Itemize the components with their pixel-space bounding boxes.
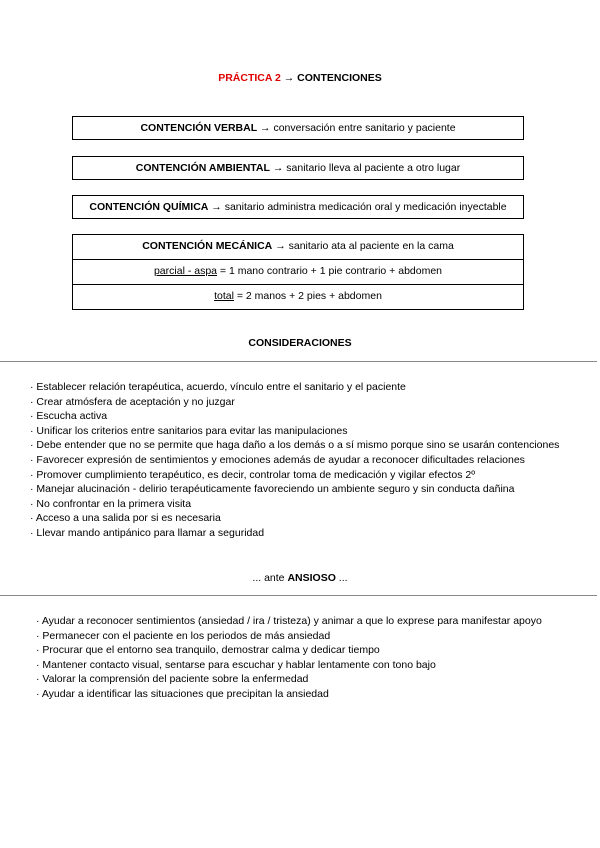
list-item: · Unificar los criterios entre sanitarios para evitar las manipulaciones	[30, 424, 348, 437]
total-term: total	[214, 290, 234, 302]
ansioso-heading	[0, 572, 600, 584]
divider	[0, 361, 597, 362]
box-verbal	[72, 116, 524, 140]
divider	[0, 595, 597, 596]
mecanica-total-row	[73, 285, 523, 309]
list-item: · Ayudar a reconocer sentimientos (ansiedad / ira / tristeza) y animar a que lo exprese para manifestar apoyo	[36, 615, 542, 627]
list-item: · Promover cumplimiento terapéutico, es decir, controlar toma de medicación y vigilar efectos 2º	[30, 468, 476, 481]
list-item: · Procurar que el entorno sea tranquilo, demostrar calma y dedicar tiempo	[36, 644, 380, 657]
ansioso-heading-pre: ... ante	[252, 572, 288, 584]
list-item: · Llevar mando antipánico para llamar a seguridad	[30, 526, 265, 539]
mecanica-header-row	[73, 235, 523, 260]
list-item: · Manejar alucinación - delirio terapéuticamente favoreciendo un ambiente seguro y sin conducta dañina	[30, 483, 515, 496]
parcial-term: parcial - aspa	[153, 265, 217, 277]
list-item: · Valorar la comprensión del paciente sobre la enfermedad	[36, 673, 309, 686]
box-quimica-label: CONTENCIÓN QUÍMICA	[89, 201, 209, 213]
box-mecanica-desc: → sanitario ata al paciente en la cama	[272, 240, 454, 252]
list-item: · Crear atmósfera de aceptación y no juzgar	[30, 395, 235, 408]
list-item: · Ayudar a identificar las situaciones que precipitan la ansiedad	[36, 687, 329, 700]
title-rest: → CONTENCIONES	[280, 72, 382, 84]
list-item: · Permanecer con el paciente en los periodos de más ansiedad	[36, 629, 331, 642]
ansioso-heading-post: ...	[335, 572, 348, 584]
list-item: · Favorecer expresión de sentimientos y emociones además de ayudar a reconocer dificultades relaciones	[30, 453, 525, 466]
list-item: · Escucha activa	[30, 410, 108, 423]
title-prefix: PRÁCTICA 2	[218, 72, 281, 84]
list-item: · Acceso a una salida por si es necesaria	[30, 512, 221, 525]
box-mecanica-label: CONTENCIÓN MECÁNICA	[142, 240, 273, 252]
page-title	[0, 72, 600, 84]
list-item: · Mantener contacto visual, sentarse para escuchar y hablar lentamente con tono bajo	[36, 658, 436, 671]
ansioso-list	[36, 614, 542, 702]
consideraciones-list	[30, 380, 559, 541]
box-ambiental-label: CONTENCIÓN AMBIENTAL	[135, 162, 270, 174]
box-mecanica	[72, 234, 524, 310]
mecanica-parcial-row	[73, 260, 523, 285]
box-verbal-label: CONTENCIÓN VERBAL	[140, 122, 258, 134]
parcial-desc: = 1 mano contrario + 1 pie contrario + abdomen	[217, 265, 443, 277]
box-quimica-desc: → sanitario administra medicación oral y medicación inyectable	[208, 201, 507, 213]
total-desc: = 2 manos + 2 pies + abdomen	[233, 290, 382, 302]
box-verbal-desc: → conversación entre sanitario y paciente	[257, 122, 456, 134]
box-ambiental	[72, 156, 524, 180]
list-item: · No confrontar en la primera visita	[30, 497, 192, 510]
ansioso-heading-bold: ANSIOSO	[287, 572, 336, 584]
box-quimica	[72, 195, 524, 219]
list-item: · Debe entender que no se permite que haga daño a los demás o a sí mismo porque sino se usarán contenciones	[30, 439, 560, 452]
list-item: · Establecer relación terapéutica, acuerdo, vínculo entre el sanitario y el paciente	[30, 381, 406, 393]
consideraciones-heading: CONSIDERACIONES	[248, 337, 352, 349]
box-ambiental-desc: → sanitario lleva al paciente a otro lugar	[269, 162, 461, 174]
